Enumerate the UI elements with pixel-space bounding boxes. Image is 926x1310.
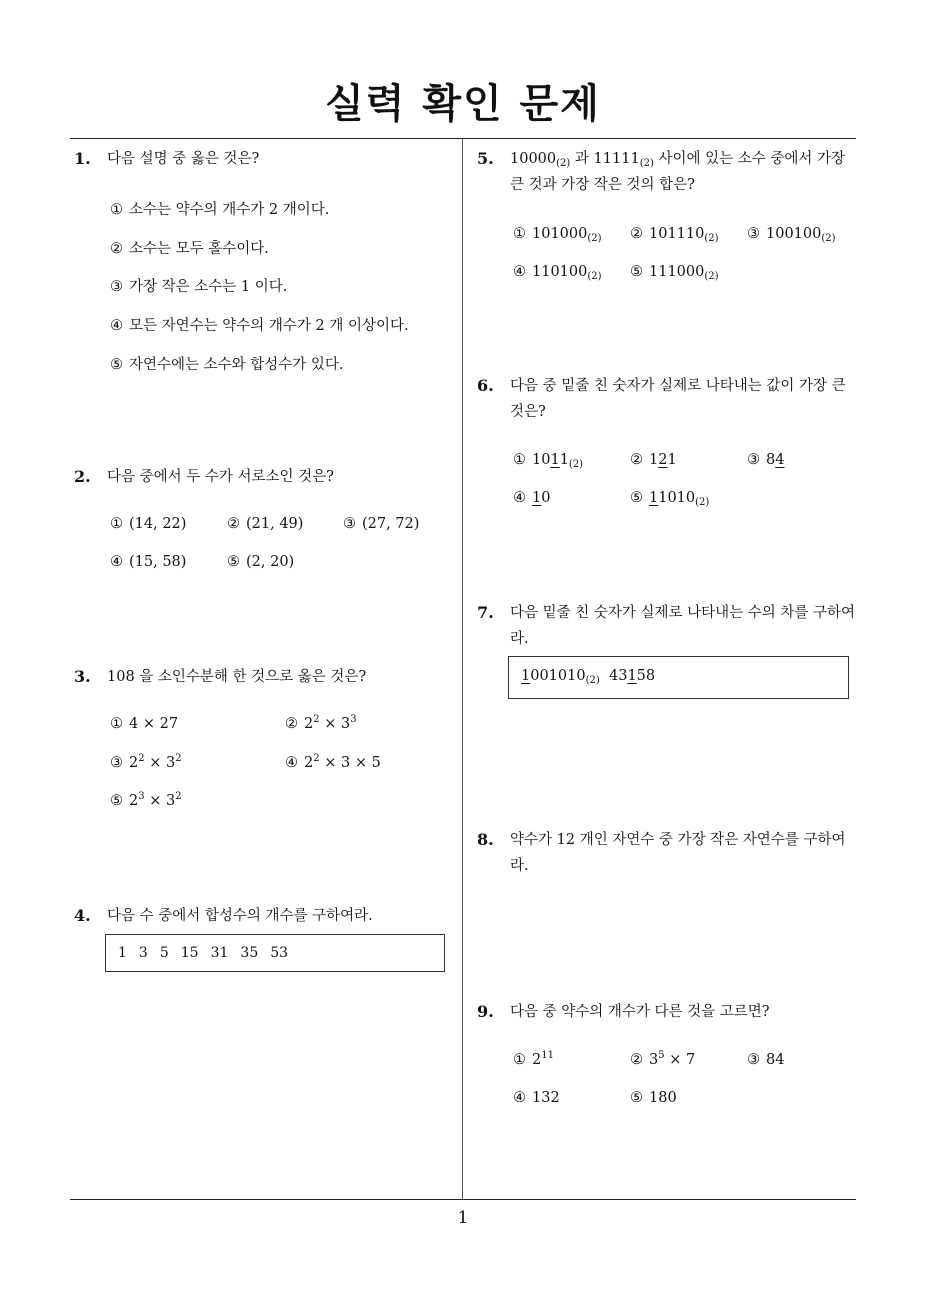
exponent: 2: [138, 753, 145, 764]
factor: 7: [685, 1052, 696, 1068]
q1-option-4[interactable]: [110, 314, 409, 335]
question-text: 108 을 소인수분해 한 것으로 옳은 것은?: [107, 669, 367, 685]
choice-mark: ⑤: [110, 357, 123, 373]
q5-option-1[interactable]: [513, 226, 602, 242]
q9-option-4[interactable]: [513, 1090, 560, 1106]
option-value: [304, 716, 357, 732]
exponent: 11: [541, 1050, 554, 1061]
digit-text: 8: [766, 452, 776, 468]
option-value: [129, 755, 182, 771]
option-value: 132: [532, 1090, 560, 1106]
option-text: (27, 72): [362, 516, 420, 532]
choice-mark: ③: [343, 516, 356, 532]
box-number: 15: [180, 945, 199, 961]
question-number: 7.: [477, 603, 494, 622]
option-text: 가장 작은 소수는 1 이다.: [129, 279, 288, 295]
digit-text: 1: [559, 452, 569, 468]
underlined-digit: 1: [550, 452, 560, 468]
q3-option-5[interactable]: [110, 793, 182, 809]
underlined-digit: 1: [627, 668, 637, 684]
q6-option-1[interactable]: [513, 452, 583, 468]
bottom-rule: [70, 1199, 856, 1200]
option-text: (21, 49): [246, 516, 304, 532]
base-subscript: (2): [639, 158, 654, 169]
base: 2: [129, 793, 139, 809]
digit-text: 0: [541, 490, 551, 506]
q3-option-4[interactable]: [285, 755, 381, 771]
choice-mark: ②: [285, 716, 298, 732]
base-subscript: (2): [587, 233, 602, 244]
base: 2: [129, 755, 139, 771]
q6-option-4[interactable]: [513, 490, 550, 506]
digit-text: 43: [608, 668, 628, 684]
option-value: [304, 755, 381, 771]
base: 2: [304, 755, 314, 771]
underlined-digit: 1: [521, 668, 531, 684]
q5-option-5[interactable]: [630, 264, 719, 280]
choice-mark: ②: [630, 452, 643, 468]
choice-mark: ③: [110, 755, 123, 771]
question-text: 다음 중 약수의 개수가 다른 것을 고르면?: [510, 1004, 770, 1020]
q3-option-2[interactable]: [285, 716, 357, 732]
question-text: 다음 밑줄 친 숫자가 실제로 나타내는 수의 차를 구하여라.: [510, 605, 856, 647]
times-sign: ×: [149, 755, 162, 771]
q9-option-1[interactable]: [513, 1052, 554, 1068]
number-box: [508, 656, 849, 699]
exponent: 2: [313, 714, 320, 725]
choice-mark: ⑤: [227, 554, 240, 570]
digit-text: 1: [667, 452, 677, 468]
exponent: 5: [658, 1050, 665, 1061]
times-sign: ×: [669, 1052, 682, 1068]
base-subscript: (2): [585, 675, 600, 686]
option-value: [129, 793, 182, 809]
underlined-digit: 4: [775, 452, 785, 468]
factor: 3: [340, 755, 351, 771]
q9-option-3[interactable]: [747, 1052, 784, 1068]
choice-mark: ⑤: [630, 264, 643, 280]
choice-mark: ⑤: [110, 793, 123, 809]
choice-mark: ③: [110, 279, 123, 295]
q1-option-3[interactable]: [110, 275, 287, 296]
q9-option-2[interactable]: [630, 1052, 695, 1068]
choice-mark: ②: [630, 1052, 643, 1068]
option-text: (2, 20): [246, 554, 295, 570]
exponent: 2: [175, 791, 182, 802]
binary-number: 11111: [593, 151, 640, 167]
choice-mark: ④: [110, 554, 123, 570]
box-number: 5: [159, 945, 169, 961]
q6-option-3[interactable]: [747, 452, 784, 468]
choice-mark: ④: [110, 318, 123, 334]
option-text: 소수는 약수의 개수가 2 개이다.: [129, 202, 330, 218]
base-subscript: (2): [821, 233, 836, 244]
choice-mark: ②: [630, 226, 643, 242]
option-text: 자연수에는 소수와 합성수가 있다.: [129, 357, 344, 373]
exponent: 2: [175, 753, 182, 764]
choice-mark: ③: [747, 226, 760, 242]
base-subscript: (2): [568, 459, 584, 470]
box-number: 35: [240, 945, 259, 961]
base: 3: [165, 793, 176, 809]
digit-text: 58: [636, 668, 656, 684]
digit-text: 001010: [530, 668, 586, 684]
q2-option-5[interactable]: [227, 554, 294, 570]
digit-text: 1010: [658, 490, 696, 506]
question-number: 9.: [477, 1002, 494, 1021]
times-sign: ×: [142, 716, 155, 732]
exponent: 3: [350, 714, 357, 725]
option-text: (14, 22): [129, 516, 187, 532]
choice-mark: ⑤: [630, 490, 643, 506]
text-fragment: 과: [570, 151, 594, 167]
choice-mark: ②: [110, 241, 123, 257]
base: 2: [304, 716, 314, 732]
question-text: [510, 146, 860, 198]
base: 2: [532, 1052, 542, 1068]
option-text: (15, 58): [129, 554, 187, 570]
base: 3: [165, 755, 176, 771]
digit-text: 10: [532, 452, 551, 468]
option-value: 180: [649, 1090, 677, 1106]
choice-mark: ③: [747, 452, 760, 468]
choice-mark: ①: [513, 1052, 526, 1068]
q1-option-5[interactable]: [110, 353, 344, 374]
underlined-digit: 1: [649, 490, 659, 506]
choice-mark: ①: [110, 516, 123, 532]
top-rule: [70, 138, 856, 139]
question-number: 8.: [477, 830, 494, 849]
q2-option-2[interactable]: [227, 516, 303, 532]
choice-mark: ①: [513, 226, 526, 242]
question-number: 2.: [74, 467, 91, 486]
times-sign: ×: [149, 793, 162, 809]
factor: 5: [371, 755, 381, 771]
choice-mark: ①: [110, 716, 123, 732]
box-number: 1: [118, 945, 127, 961]
choice-mark: ④: [513, 264, 526, 280]
question-text: 다음 중 밑줄 친 숫자가 실제로 나타내는 값이 가장 큰 것은?: [510, 378, 846, 420]
question-number: 5.: [477, 149, 494, 168]
q6-option-5[interactable]: [630, 490, 709, 506]
underlined-digit: 2: [658, 452, 668, 468]
choice-mark: ⑤: [630, 1090, 643, 1106]
question-text: 다음 중에서 두 수가 서로소인 것은?: [107, 469, 334, 485]
factor: 4: [129, 716, 139, 732]
base-subscript: (2): [587, 271, 602, 282]
q1-option-2[interactable]: [110, 237, 269, 258]
option-value: 101110: [649, 226, 705, 242]
base-subscript: (2): [704, 233, 719, 244]
box-number: 31: [210, 945, 229, 961]
choice-mark: ④: [285, 755, 298, 771]
q5-option-2[interactable]: [630, 226, 719, 242]
q9-option-5[interactable]: [630, 1090, 677, 1106]
question-number: 1.: [74, 149, 91, 168]
base-subscript: (2): [695, 497, 710, 508]
times-sign: ×: [354, 755, 367, 771]
exponent: 3: [138, 791, 145, 802]
option-text: 모든 자연수는 약수의 개수가 2 개 이상이다.: [129, 318, 409, 334]
q6-option-2[interactable]: [630, 452, 677, 468]
q2-option-4[interactable]: [110, 554, 186, 570]
option-value: 101000: [532, 226, 588, 242]
times-sign: ×: [324, 716, 337, 732]
base: 3: [649, 1052, 659, 1068]
q2-option-1[interactable]: [110, 516, 186, 532]
question-number: 6.: [477, 376, 494, 395]
q2-option-3[interactable]: [343, 516, 419, 532]
q5-option-4[interactable]: [513, 264, 602, 280]
page-title: 실력 확인 문제: [325, 81, 601, 127]
boxed-number-a: [521, 668, 600, 684]
text-fragment: 사이에 있는 소수 중에서 가장 큰 것과 가장 작은 것의 합은?: [510, 151, 845, 193]
choice-mark: ①: [110, 202, 123, 218]
q3-option-1[interactable]: [110, 716, 178, 732]
number-box: [105, 934, 445, 972]
option-value: [129, 716, 178, 732]
choice-mark: ①: [513, 452, 526, 468]
binary-number: 10000: [510, 151, 557, 167]
question-number: 3.: [74, 667, 91, 686]
column-divider: [462, 139, 463, 1200]
factor: 27: [159, 716, 179, 732]
option-value: 110100: [532, 264, 588, 280]
q3-option-3[interactable]: [110, 755, 182, 771]
page-number: 1: [457, 1208, 469, 1228]
option-value: 100100: [766, 226, 822, 242]
times-sign: ×: [324, 755, 337, 771]
question-number: 4.: [74, 906, 91, 925]
question-text: 다음 설명 중 옳은 것은?: [107, 151, 260, 167]
base-subscript: (2): [556, 158, 571, 169]
boxed-number-b: [609, 668, 655, 684]
question-text: 약수가 12 개인 자연수 중 가장 작은 자연수를 구하여라.: [510, 832, 846, 874]
box-number: 53: [270, 945, 289, 961]
question-text: 다음 수 중에서 합성수의 개수를 구하여라.: [107, 908, 373, 924]
box-number: 3: [138, 945, 148, 961]
choice-mark: ②: [227, 516, 240, 532]
choice-mark: ③: [747, 1052, 760, 1068]
base: 3: [340, 716, 351, 732]
option-value: 84: [766, 1052, 785, 1068]
exponent: 2: [313, 753, 320, 764]
q1-option-1[interactable]: [110, 198, 329, 219]
option-value: 111000: [649, 264, 705, 280]
underlined-digit: 1: [532, 490, 542, 506]
base-subscript: (2): [704, 271, 719, 282]
choice-mark: ④: [513, 1090, 526, 1106]
option-text: 소수는 모두 홀수이다.: [129, 241, 269, 257]
digit-text: 1: [649, 452, 659, 468]
choice-mark: ④: [513, 490, 526, 506]
q5-option-3[interactable]: [747, 226, 836, 242]
